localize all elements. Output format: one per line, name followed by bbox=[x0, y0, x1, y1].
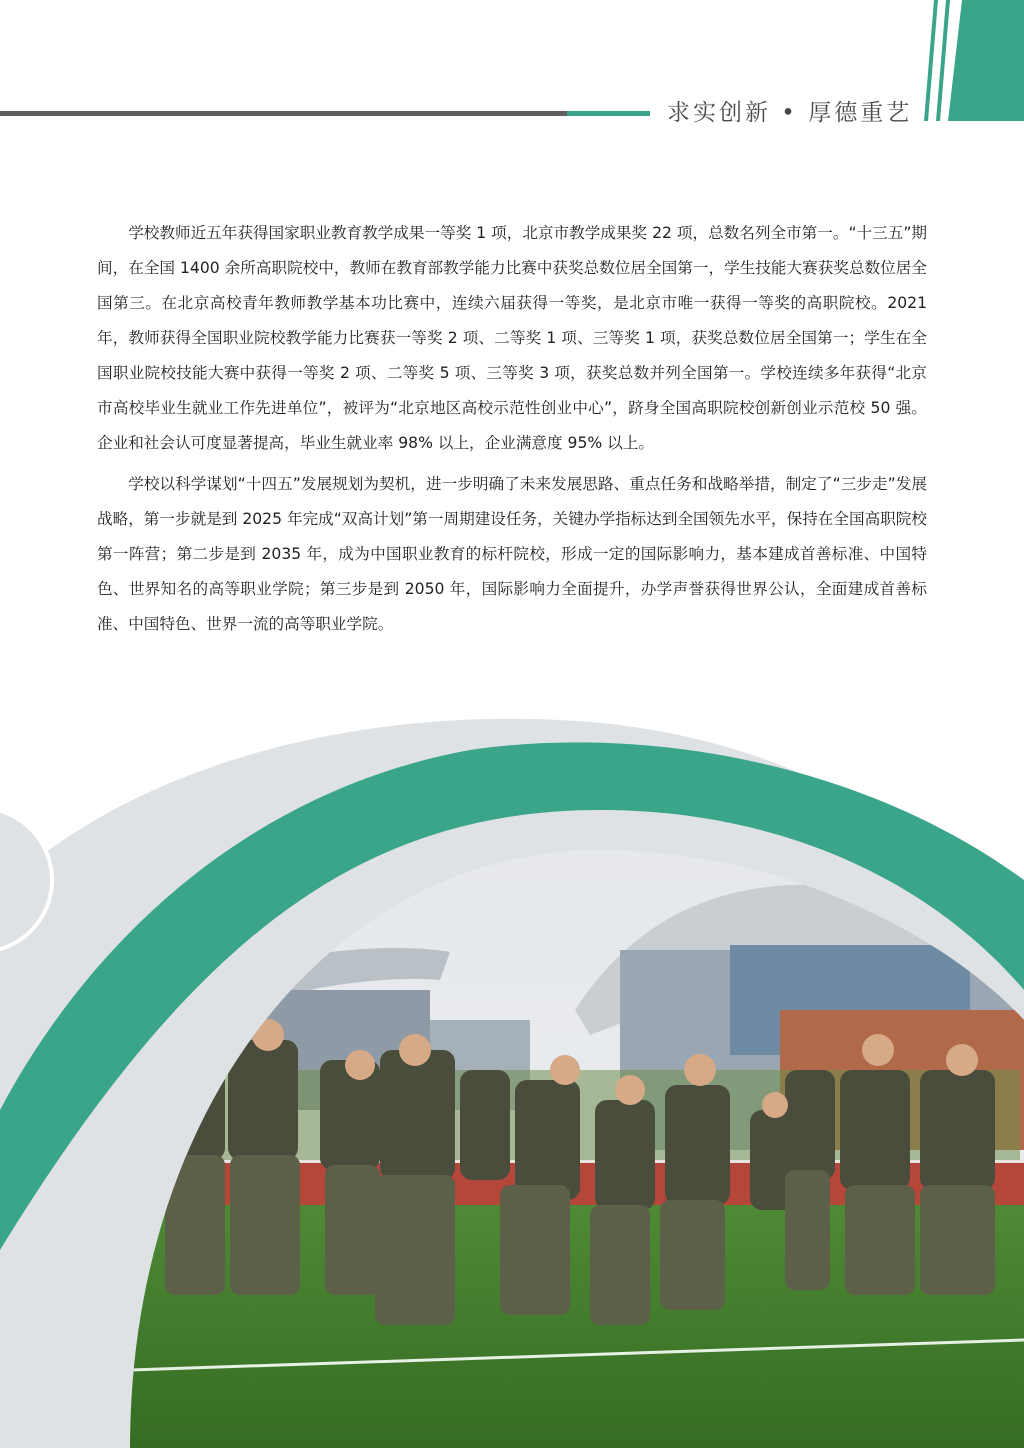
header-rule bbox=[0, 111, 650, 118]
corner-stripes-decoration bbox=[914, 0, 1024, 122]
photo-section bbox=[0, 690, 1024, 1448]
school-motto: 求实创新 • 厚德重艺 bbox=[667, 100, 913, 126]
paragraph-strategy: 学校以科学谋划“十四五”发展规划为契机，进一步明确了未来发展思路、重点任务和战略举措，制定了“三步走”发展战略，第一步就是到 2025 年完成“双高计划”第一周期建设任务，关键办学指标达到全国领先水平，保持在全国高职院校第一阵营；第二步是到 2035 年，成为中国职业教育的标杆院校，形成一定的国际影响力，基本建成首善标准、中国特色、世界知名的高等职业学院；第三步是到 2050 年，国际影响力全面提升，办学声誉获得世界公认，全面建成首善标准、中国特色、世界一流的高等职业学院。 bbox=[97, 475, 927, 633]
header-rule-teal bbox=[567, 111, 650, 116]
students-jumping-photo bbox=[0, 690, 1024, 1448]
header-rule-dark bbox=[0, 111, 567, 116]
paragraph-achievements: 学校教师近五年获得国家职业教育教学成果一等奖 1 项，北京市教学成果奖 22 项，总数名列全市第一。“十三五”期间，在全国 1400 余所高职院校中，教师在教育部教学能力比赛中获奖总数位居全国第一，学生技能大赛获奖总数位居全国第三。在北京高校青年教师教学基本功比赛中，连续六届获得一等奖，是北京市唯一获得一等奖的高职院校。2021 年，教师获得全国职业院校教学能力比赛获一等奖 2 项、二等奖 1 项、三等奖 1 项，获奖总数位居全国第一；学生在全国职业院校技能大赛中获得一等奖 2 项、二等奖 5 项、三等奖 3 项，获奖总数并列全国第一。学校连续多年获得“北京市高校毕业生就业工作先进单位”，被评为“北京地区高校示范性创业中心”，跻身全国高职院校创新创业示范校 50 强。企业和社会认可度显著提高，毕业生就业率 98% 以上，企业满意度 95% 以上。 bbox=[97, 224, 927, 452]
body-text bbox=[97, 216, 927, 648]
